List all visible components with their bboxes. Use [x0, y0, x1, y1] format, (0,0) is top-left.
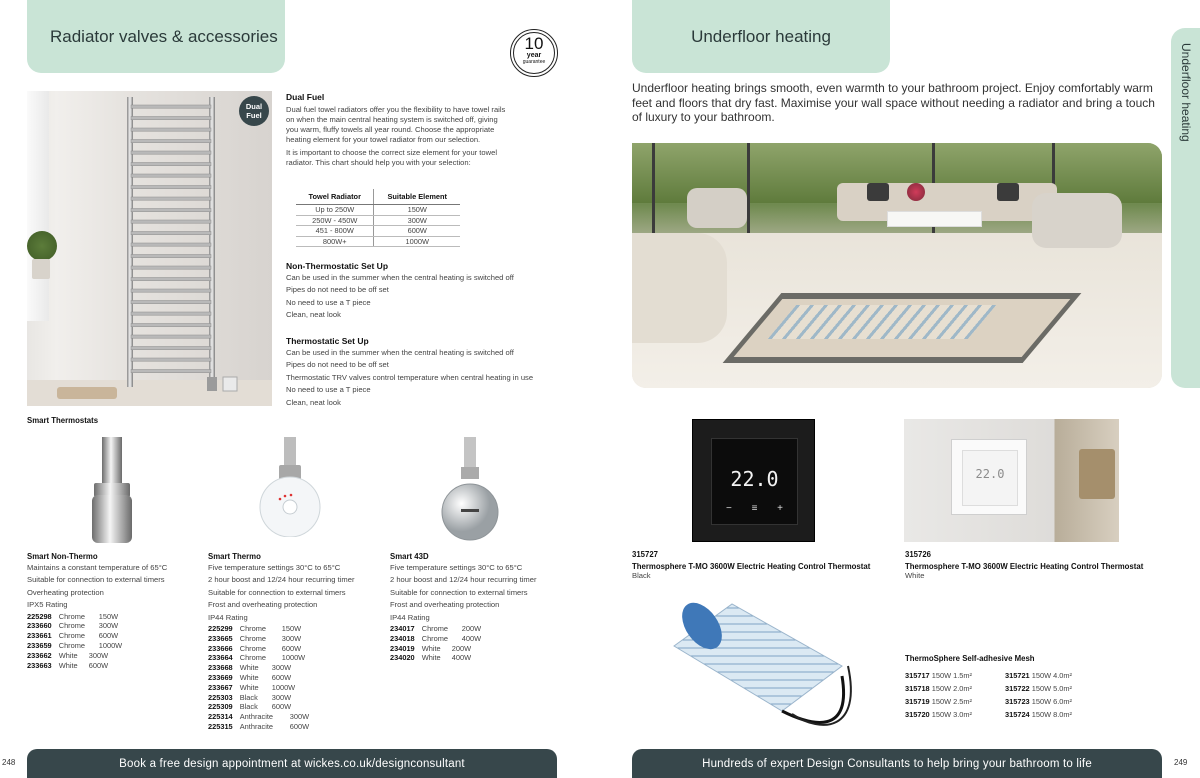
list-item: 234020 White 400W — [390, 653, 472, 663]
list-item: 315723 150W 6.0m² — [1005, 697, 1072, 706]
radiator-bar — [131, 197, 211, 200]
list-item: 315718 150W 2.0m² — [905, 684, 972, 693]
dual-fuel-paragraph-2: It is important to choose the correct size element for your towel radiator. This chart should help you with your selection: — [286, 148, 498, 167]
list-item: 233660 Chrome 300W — [27, 621, 119, 631]
product-code-list — [208, 624, 388, 732]
radiator-bar — [131, 163, 211, 166]
feature-item: IP44 Rating — [208, 612, 248, 622]
guarantee-line2: guarantee — [522, 59, 546, 65]
list-item: 225315 Anthracite 600W — [208, 722, 310, 731]
list-item: 225314 Anthracite 300W — [208, 712, 310, 722]
table-cell: 451 - 800W — [296, 226, 374, 237]
guarantee-seal — [510, 29, 558, 77]
list-item: 225299 Chrome 150W — [208, 624, 302, 634]
radiator-bar — [131, 289, 211, 292]
feature-item: Five temperature settings 30°C to 65°C — [390, 563, 523, 572]
radiator-bar — [131, 358, 211, 361]
product-thermostat-white — [905, 550, 1185, 581]
list-item: 234019 White 200W — [390, 643, 472, 653]
product-colour: White — [905, 571, 925, 580]
list-item: 234017 Chrome 200W — [390, 624, 482, 634]
table-row — [296, 226, 460, 237]
list-item: 233659 Chrome 1000W — [27, 641, 123, 651]
product-code: 315726 — [905, 550, 932, 559]
feature-item: 2 hour boost and 12/24 hour recurring timer — [208, 575, 355, 585]
radiator-bar — [131, 301, 211, 304]
radiator-bar — [131, 324, 211, 327]
thermostat-white-image — [904, 419, 1119, 542]
table-cell: 150W — [374, 205, 460, 216]
list-item: 225309 Black 600W — [208, 702, 292, 712]
left-footer-banner — [27, 749, 557, 778]
list-item: 233662 White 300W — [27, 650, 109, 660]
badge-line1: Dual — [245, 102, 263, 111]
product-name: Smart 43D — [390, 552, 429, 561]
thermostatic-heading: Thermostatic Set Up — [286, 336, 369, 346]
guarantee-number: 10 — [524, 34, 544, 53]
mesh-column-left — [905, 669, 1005, 721]
product-code-list — [390, 624, 570, 663]
side-section-tab — [1171, 28, 1200, 388]
list-item: 233661 Chrome 600W — [27, 631, 119, 641]
list-item: No need to use a T piece — [286, 385, 371, 395]
product-name: Smart Thermo — [208, 552, 261, 561]
list-item: 225298 Chrome 150W — [27, 611, 119, 621]
list-item: Clean, neat look — [286, 310, 341, 320]
smart-non-thermo-image — [82, 437, 142, 547]
table-cell: 300W — [374, 215, 460, 226]
product-smart-non-thermo — [27, 552, 207, 670]
radiator-bar — [131, 278, 211, 281]
feature-item: Suitable for connection to external timers — [208, 587, 346, 597]
left-section-title: Radiator valves & accessories — [50, 26, 278, 46]
table-cell: Up to 250W — [296, 205, 374, 216]
towel-radiator-photo — [27, 91, 272, 406]
guarantee-line1: year — [526, 52, 542, 59]
table-header: Suitable Element — [374, 189, 460, 205]
thermostatic-block — [286, 336, 576, 409]
list-item: Pipes do not need to be off set — [286, 360, 389, 370]
table-cell: 250W - 450W — [296, 215, 374, 226]
smart-thermo-image — [255, 437, 325, 537]
right-footer-banner — [632, 749, 1162, 778]
right-section-tab — [632, 0, 890, 73]
right-section-title: Underfloor heating — [691, 26, 831, 46]
page-number-right: 249 — [1174, 758, 1188, 767]
smart-thermostats-label: Smart Thermostats — [27, 416, 99, 425]
feature-item: IPX5 Rating — [27, 600, 68, 610]
mesh-block — [905, 654, 1165, 721]
right-footer-text: Hundreds of expert Design Consultants to help bring your bathroom to life — [702, 757, 1092, 770]
radiator-bar — [131, 312, 211, 315]
feature-item: Frost and overheating protection — [390, 600, 500, 610]
thermostat-display: 22.0 — [975, 467, 1005, 481]
list-item: 234018 Chrome 400W — [390, 633, 482, 643]
non-thermostatic-heading: Non-Thermostatic Set Up — [286, 261, 389, 271]
radiator-bar — [131, 335, 211, 338]
radiator-bar — [131, 151, 211, 154]
radiator-bar — [131, 105, 211, 108]
thermostat-buttons-icon: − ≡ + — [726, 503, 783, 514]
list-item: 233667 White 1000W — [208, 682, 296, 692]
list-item: 315724 150W 8.0m² — [1005, 710, 1072, 719]
product-name: Thermosphere T-MO 3600W Electric Heating Control Thermostat — [632, 562, 871, 571]
feature-item: IP44 Rating — [390, 612, 430, 622]
dual-fuel-badge — [239, 96, 269, 126]
product-smart-43d — [390, 552, 570, 663]
product-code-list — [27, 612, 207, 671]
list-item: Pipes do not need to be off set — [286, 285, 389, 295]
table-row — [296, 236, 460, 247]
list-item: 233669 White 600W — [208, 673, 292, 683]
radiator-bar — [131, 117, 211, 120]
radiator-illustration — [27, 91, 272, 406]
feature-item: Five temperature settings 30°C to 65°C — [208, 563, 341, 572]
product-code: 315727 — [632, 550, 659, 559]
list-item: No need to use a T piece — [286, 297, 371, 307]
dual-fuel-block — [286, 92, 512, 168]
list-item: 233665 Chrome 300W — [208, 633, 302, 643]
table-cell: 1000W — [374, 236, 460, 247]
non-thermostatic-block — [286, 261, 566, 322]
table-cell: 800W+ — [296, 236, 374, 247]
radiator-bar — [131, 128, 211, 131]
table-header: Towel Radiator — [296, 189, 374, 205]
list-item: 315717 150W 1.5m² — [905, 671, 972, 680]
product-smart-thermo — [208, 552, 388, 732]
list-item: 233663 White 600W — [27, 660, 109, 670]
radiator-bar — [131, 347, 211, 350]
table-cell: 600W — [374, 226, 460, 237]
heating-mesh-roll-image — [662, 596, 862, 736]
underfloor-intro: Underfloor heating brings smooth, even warmth to your bathroom project. Enjoy comfortably warm feet and floors that dry fast. Maximise your wall space without needing a radiator and bring a touch of luxury to your bathroom. — [632, 81, 1155, 125]
mesh-heading: ThermoSphere Self-adhesive Mesh — [905, 654, 1035, 663]
dual-fuel-paragraph-1: Dual fuel towel radiators offer you the flexibility to have towel rails on when the main central heating system is switched off, giving you warm, fluffy towels all year round. Choose the appropriate heating element for your towel radiator from our selection. — [286, 105, 506, 144]
list-item: 233668 White 300W — [208, 663, 292, 673]
left-section-tab — [27, 0, 285, 73]
list-item: Can be used in the summer when the central heating is switched off — [286, 348, 514, 357]
radiator-bar — [131, 232, 211, 235]
left-footer-text: Book a free design appointment at wickes.co.uk/designconsultant — [119, 757, 465, 770]
list-item: 233666 Chrome 600W — [208, 643, 302, 653]
feature-item: Suitable for connection to external timers — [27, 575, 165, 585]
feature-item: Frost and overheating protection — [208, 600, 318, 610]
table-row — [296, 205, 460, 216]
underfloor-room-photo — [632, 143, 1162, 388]
product-name: Smart Non-Thermo — [27, 552, 98, 561]
feature-item: 2 hour boost and 12/24 hour recurring timer — [390, 575, 537, 585]
product-name: Thermosphere T-MO 3600W Electric Heating Control Thermostat — [905, 562, 1144, 571]
radiator-bar — [131, 186, 211, 189]
table-row — [296, 215, 460, 226]
list-item: 315719 150W 2.5m² — [905, 697, 972, 706]
radiator-bar — [131, 243, 211, 246]
thermostat-display: 22.0 — [730, 467, 779, 491]
side-tab-label: Underfloor heating — [1179, 43, 1193, 142]
list-item: Can be used in the summer when the central heating is switched off — [286, 273, 514, 282]
radiator-bar — [131, 220, 211, 223]
badge-line2: Fuel — [246, 111, 262, 120]
radiator-bar — [131, 140, 211, 143]
radiator-bar — [131, 209, 211, 212]
feature-item: Overheating protection — [27, 587, 104, 597]
radiator-bar — [131, 174, 211, 177]
feature-item: Suitable for connection to external timers — [390, 587, 528, 597]
smart-43d-image — [435, 437, 505, 547]
feature-item: Maintains a constant temperature of 65°C — [27, 563, 168, 572]
element-size-table — [296, 189, 460, 247]
mesh-column-right — [1005, 669, 1115, 721]
list-item: 225303 Black 300W — [208, 692, 292, 702]
dual-fuel-heading: Dual Fuel — [286, 92, 325, 102]
radiator-bar — [131, 370, 211, 373]
list-item: 315720 150W 3.0m² — [905, 710, 972, 719]
product-thermostat-black — [632, 550, 902, 581]
list-item: 315722 150W 5.0m² — [1005, 684, 1072, 693]
product-colour: Black — [632, 571, 651, 580]
list-item: Thermostatic TRV valves control temperature when central heating in use — [286, 372, 534, 382]
list-item: 315721 150W 4.0m² — [1005, 671, 1072, 680]
thermostat-black-image — [692, 419, 815, 542]
radiator-bar — [131, 266, 211, 269]
list-item: Clean, neat look — [286, 397, 341, 407]
radiator-bar — [131, 255, 211, 258]
list-item: 233664 Chrome 1000W — [208, 653, 306, 663]
page-number-left: 248 — [2, 758, 16, 767]
